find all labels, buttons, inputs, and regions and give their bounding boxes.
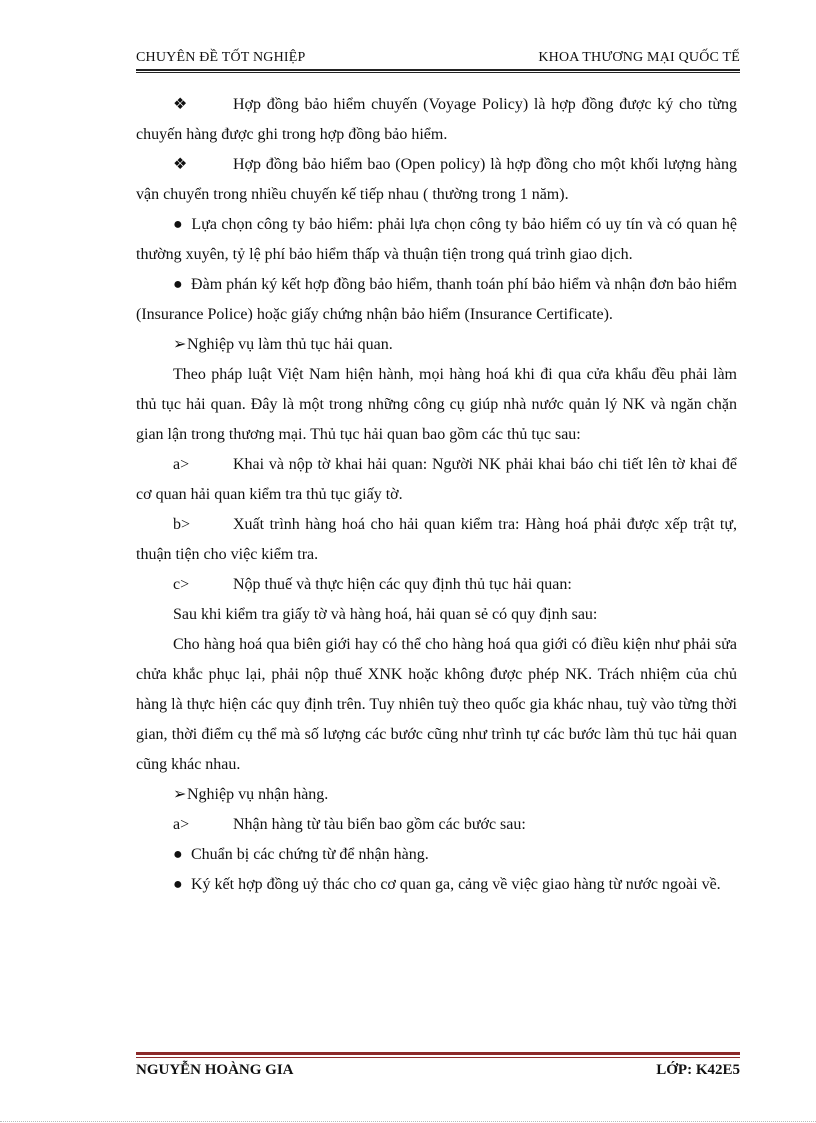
bullet-icon: ● bbox=[173, 276, 183, 293]
paragraph: ● Lựa chọn công ty bảo hiểm: phải lựa chọn công ty bảo hiểm có uy tín và có quan hệ thường xuyên, tỷ lệ phí bảo hiểm thấp và thuận tiện trong quá trình giao dịch. bbox=[136, 210, 737, 270]
list-label: b> bbox=[173, 516, 191, 533]
page-boundary bbox=[0, 1121, 816, 1122]
paragraph: ❖ Hợp đồng bảo hiểm chuyến (Voyage Policy) là hợp đồng được ký cho từng chuyến hàng được ghi trong hợp đồng bảo hiểm. bbox=[136, 90, 737, 150]
paragraph: a> Khai và nộp tờ khai hải quan: Người NK phải khai báo chi tiết lên tờ khai để cơ quan hải quan kiểm tra thủ tục giấy tờ. bbox=[136, 450, 737, 510]
section-heading: ➢Nghiệp vụ nhận hàng. bbox=[136, 780, 737, 810]
paragraph: ❖ Hợp đồng bảo hiểm bao (Open policy) là hợp đồng cho một khối lượng hàng vận chuyển trong nhiều chuyến kế tiếp nhau ( thường trong 1 năm). bbox=[136, 150, 737, 210]
bullet-icon: ● bbox=[173, 216, 183, 233]
paragraph: c> Nộp thuế và thực hiện các quy định thủ tục hải quan: bbox=[136, 570, 737, 600]
arrow-bullet-icon: ➢ bbox=[173, 336, 187, 353]
footer-author: NGUYỄN HOÀNG GIA bbox=[136, 1062, 294, 1078]
page-header bbox=[136, 50, 740, 66]
list-label: a> bbox=[173, 816, 190, 833]
header-rule-thin bbox=[136, 72, 740, 73]
header-left: CHUYÊN ĐỀ TỐT NGHIỆP bbox=[136, 50, 306, 65]
section-heading: ➢Nghiệp vụ làm thủ tục hải quan. bbox=[136, 330, 737, 360]
list-label: c> bbox=[173, 576, 190, 593]
diamond-bullet-icon: ❖ bbox=[173, 96, 188, 113]
diamond-bullet-icon: ❖ bbox=[173, 156, 188, 173]
footer-class: LỚP: K42E5 bbox=[656, 1062, 740, 1078]
paragraph: Sau khi kiểm tra giấy tờ và hàng hoá, hải quan sẻ có quy định sau: bbox=[173, 606, 598, 623]
paragraph: ● Chuẩn bị các chứng từ để nhận hàng. bbox=[136, 840, 737, 870]
document-body bbox=[136, 90, 737, 900]
bullet-icon: ● bbox=[173, 846, 183, 863]
footer-rule bbox=[136, 1052, 740, 1055]
footer-rule-thin bbox=[136, 1057, 740, 1058]
list-label: a> bbox=[173, 456, 190, 473]
paragraph: Theo pháp luật Việt Nam hiện hành, mọi hàng hoá khi đi qua cửa khẩu đều phải làm thủ tục hải quan. Đây là một trong những công cụ giúp nhà nước quản lý NK và ngăn chặn gian lận trong thương mại. Thủ tục hải quan bao gồm các thủ tục sau: bbox=[136, 366, 737, 443]
header-rule bbox=[136, 69, 740, 71]
bullet-icon: ● bbox=[173, 876, 183, 893]
paragraph: ● Đàm phán ký kết hợp đồng bảo hiểm, thanh toán phí bảo hiểm và nhận đơn bảo hiểm (Insurance Police) hoặc giấy chứng nhận bảo hiểm (Insurance Certificate). bbox=[136, 270, 737, 330]
paragraph: Cho hàng hoá qua biên giới hay có thể cho hàng hoá qua giới có điều kiện như phải sửa chửa khắc phục lại, phải nộp thuế XNK hoặc không được phép NK. Trách nhiệm của chủ hàng là thực hiện các quy định trên. Tuy nhiên tuỳ theo quốc gia khác nhau, tuỳ vào từng thời gian, thời điểm cụ thể mà số lượng các bước cũng như trình tự các bước làm thủ tục hải quan cũng khác nhau. bbox=[136, 636, 737, 773]
arrow-bullet-icon: ➢ bbox=[173, 786, 187, 803]
header-right: KHOA THƯƠNG MẠI QUỐC TẾ bbox=[538, 50, 740, 65]
page-footer bbox=[136, 1062, 740, 1079]
paragraph: a> Nhận hàng từ tàu biển bao gồm các bước sau: bbox=[136, 810, 737, 840]
paragraph: ● Ký kết hợp đồng uỷ thác cho cơ quan ga, cảng về việc giao hàng từ nước ngoài về. bbox=[136, 870, 737, 900]
paragraph: b> Xuất trình hàng hoá cho hải quan kiểm tra: Hàng hoá phải được xếp trật tự, thuận tiện cho việc kiểm tra. bbox=[136, 510, 737, 570]
